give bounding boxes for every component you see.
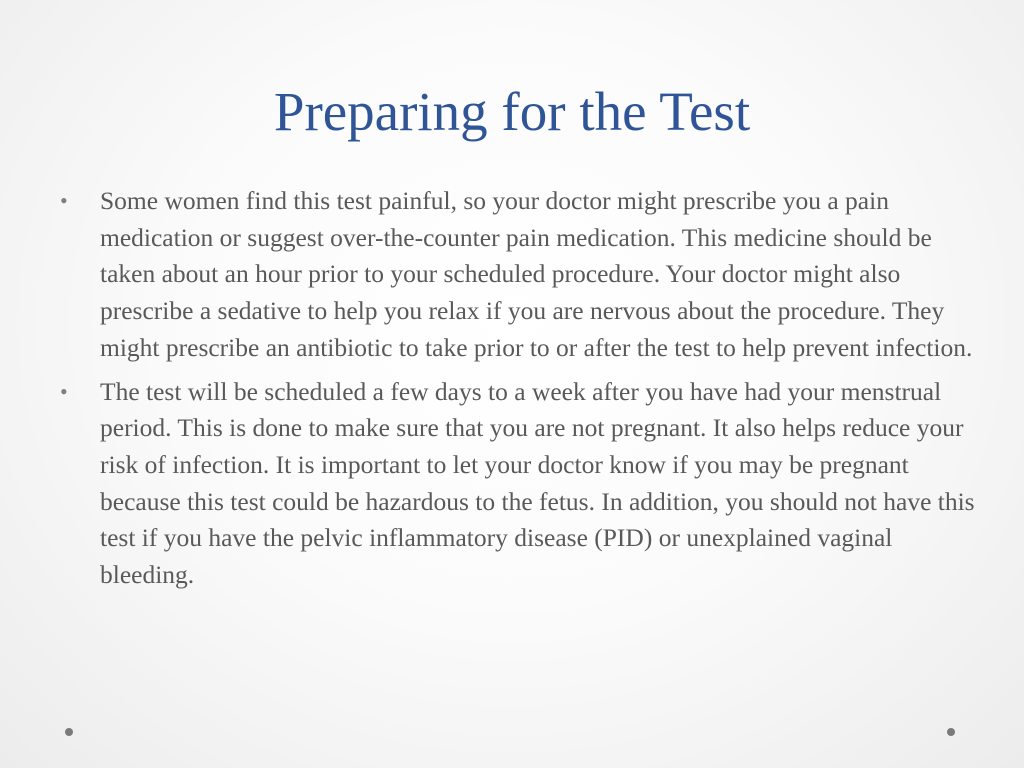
bullet-icon: • xyxy=(60,188,68,213)
corner-dot-icon-right xyxy=(947,728,955,736)
bullet-item-1 xyxy=(60,183,980,367)
bullet-icon: • xyxy=(60,378,68,404)
slide-title: Preparing for the Test xyxy=(273,81,751,142)
bullet-text-1: Some women find this test painful, so your doctor might prescribe you a pain medication or suggest over-the-counter pain medication. This medicine should be taken about an hour prior to your scheduled procedure. Your doctor might also prescribe a sedative to help you relax if you are nervous about the procedure. They might prescribe an antibiotic to take prior to or after the test to help prevent infection. xyxy=(100,186,973,362)
bullet-item-2 xyxy=(60,374,980,594)
bullet-text-2: The test will be scheduled a few days to a week after you have had your menstrual period. This is done to make sure that you are not pregnant. It also helps reduce your risk of infection. It is important to let your doctor know if you may be pregnant because this test could be hazardous to the fetus. In addition, you should not have this test if you have the pelvic inflammatory disease (PID) or unexplained vaginal bleeding. xyxy=(100,376,975,590)
bullet-list xyxy=(60,183,980,601)
corner-dot-icon-left xyxy=(65,728,73,736)
